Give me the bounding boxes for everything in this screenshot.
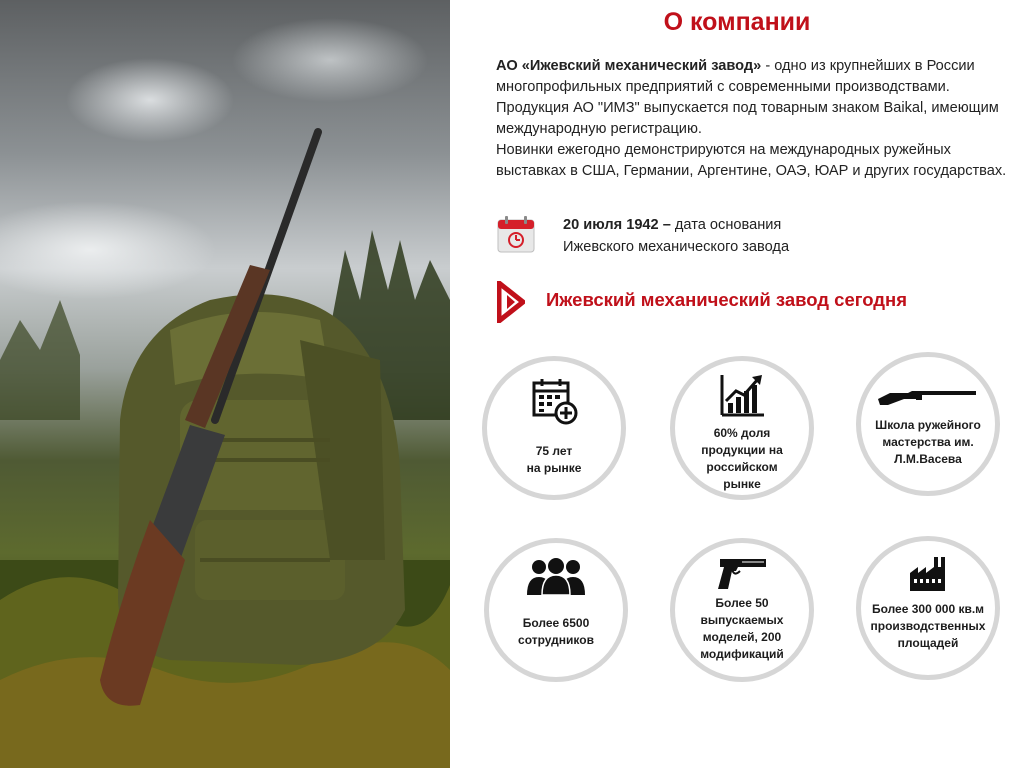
founding-text-1: дата основания <box>670 217 782 233</box>
founding-text-2: Ижевского механического завода <box>563 239 790 255</box>
stat-area <box>856 536 1000 680</box>
rifle-backpack-illustration <box>0 0 450 768</box>
calendar-plus-icon <box>530 377 578 425</box>
stat-employees <box>484 538 628 682</box>
section-title: Ижевский механический завод сегодня <box>546 289 907 310</box>
growth-chart-icon <box>718 373 766 419</box>
stat-models <box>670 538 814 682</box>
intro-text <box>496 56 1016 182</box>
intro-line-3: Новинки ежегодно демонстрируются на международных ружейных выставках в США, Германии, Аргентине, ОАЭ, ЮАР и других государствах. <box>496 142 1007 179</box>
rifle-icon <box>876 385 980 407</box>
stat-market-share <box>670 356 814 500</box>
stat-area-text: Более 300 000 кв.м производственных площадей <box>870 602 986 650</box>
play-arrow-icon <box>497 281 525 323</box>
intro-line-1: - одно из крупнейших в России многопрофильных предприятий с современными производствами. <box>496 58 975 95</box>
calendar-icon <box>496 214 536 254</box>
stat-years-text: 75 лет на рынке <box>526 444 582 475</box>
pistol-icon <box>716 555 768 591</box>
founding-date: 20 июля 1942 – <box>563 217 671 233</box>
stat-employees-text: Более 6500 сотрудников <box>518 616 594 647</box>
founding-info <box>563 214 863 258</box>
stat-years <box>482 356 626 500</box>
page-title: О компании <box>663 8 811 36</box>
people-icon <box>525 557 587 597</box>
hero-photo <box>0 0 450 768</box>
factory-icon <box>908 555 948 593</box>
stat-school <box>856 352 1000 496</box>
stat-market-share-text: 60% доля продукции на российском рынке <box>701 426 783 491</box>
stat-models-text: Более 50 выпускаемых моделей, 200 модификаций <box>700 596 784 661</box>
company-name: АО «Ижевский механический завод» <box>496 58 762 74</box>
intro-line-2: Продукция АО "ИМЗ" выпускается под товарным знаком Baikal, имеющим международную регистрацию. <box>496 100 999 137</box>
stat-school-text: Школа ружейного мастерства им. Л.М.Васева <box>875 418 981 466</box>
